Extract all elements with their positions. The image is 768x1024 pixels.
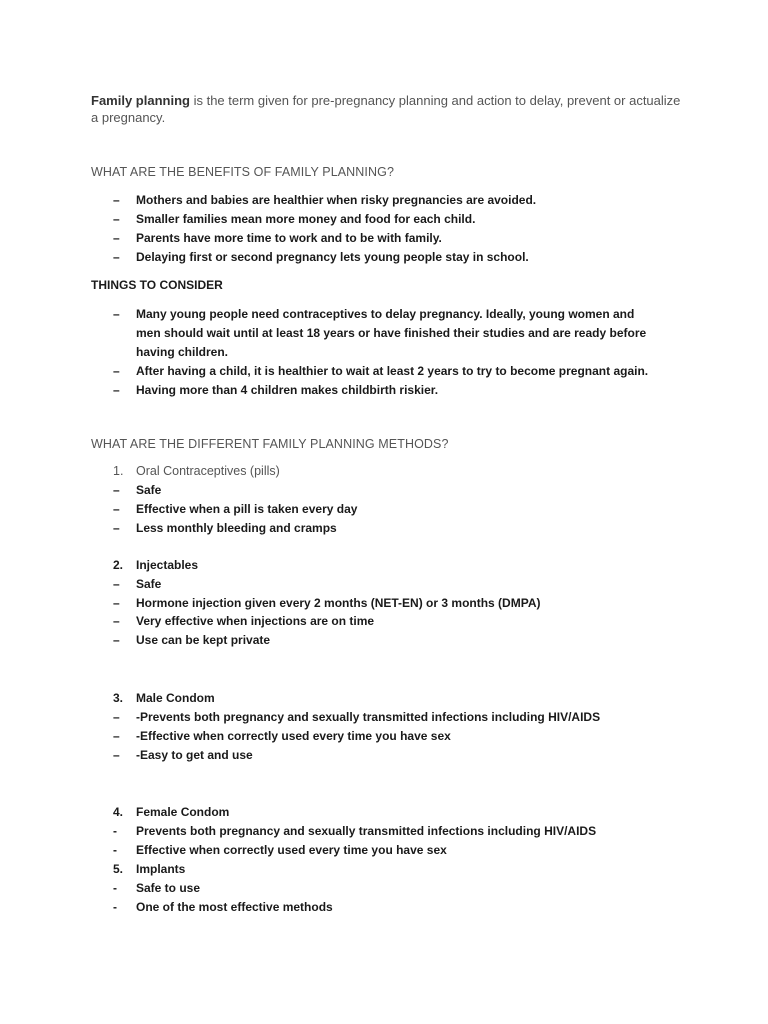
methods-heading: WHAT ARE THE DIFFERENT FAMILY PLANNING METHODS?: [91, 437, 449, 451]
consider-item: [113, 305, 673, 362]
method-title: [113, 860, 673, 879]
benefit-text: Parents have more time to work and to be with family.: [136, 231, 442, 245]
method-item-text: -Easy to get and use: [136, 748, 253, 762]
bullet-dash: –: [113, 307, 120, 321]
method-title: [113, 462, 673, 481]
method-item: [113, 519, 673, 538]
bullet-hyphen: -: [113, 824, 117, 838]
method-item: [113, 500, 673, 519]
intro-text: is the term given for pre-pregnancy planning and action to delay, prevent or actualize a pregnancy.: [91, 93, 681, 125]
bullet-hyphen: -: [113, 881, 117, 895]
method-item-text: Effective when correctly used every time you have sex: [136, 843, 447, 857]
method-item: [113, 708, 673, 727]
bullet-dash: –: [113, 231, 120, 245]
bullet-dash: –: [113, 596, 120, 610]
method-item-text: Safe to use: [136, 881, 201, 895]
bullet-dash: –: [113, 212, 120, 226]
bullet-dash: –: [113, 633, 120, 647]
method-title: [113, 689, 673, 708]
benefit-item: [113, 248, 673, 267]
method-number: 2.: [113, 558, 124, 572]
consider-text: After having a child, it is healthier to wait at least 2 years to try to become pregnant again.: [136, 364, 649, 378]
method-item-text: Safe: [136, 577, 162, 591]
method-title: [113, 556, 673, 575]
method-item: [113, 594, 673, 613]
intro-term: Family planning: [91, 93, 190, 108]
bullet-dash: –: [113, 729, 120, 743]
bullet-dash: –: [113, 521, 120, 535]
method-item-text: One of the most effective methods: [136, 900, 333, 914]
method-title-text: Oral Contraceptives (pills): [136, 464, 280, 478]
consider-text: Having more than 4 children makes childbirth riskier.: [136, 383, 439, 397]
method-title-text: Female Condom: [136, 805, 230, 819]
method-item: [113, 575, 673, 594]
method-item: [113, 727, 673, 746]
method-title: [113, 803, 673, 822]
consider-heading: THINGS TO CONSIDER: [91, 278, 223, 292]
bullet-dash: –: [113, 483, 120, 497]
method-number: 5.: [113, 862, 124, 876]
method-item: [113, 841, 673, 860]
method-item: [113, 746, 673, 765]
method-item: [113, 612, 673, 631]
consider-text: Many young people need contraceptives to delay pregnancy. Ideally, young women and men should wait until at least 18 years or have finished their studies and are ready before having children.: [136, 307, 647, 359]
benefits-heading: WHAT ARE THE BENEFITS OF FAMILY PLANNING?: [91, 165, 395, 179]
method-number: 4.: [113, 805, 124, 819]
method-number: 1.: [113, 464, 124, 478]
method-item-text: -Prevents both pregnancy and sexually transmitted infections including HIV/AIDS: [136, 710, 601, 724]
method-item: [113, 631, 673, 650]
method-title-text: Implants: [136, 862, 186, 876]
consider-item: [113, 381, 673, 400]
benefit-text: Delaying first or second pregnancy lets young people stay in school.: [136, 250, 529, 264]
bullet-dash: –: [113, 748, 120, 762]
method-item: [113, 898, 673, 917]
method-title-text: Injectables: [136, 558, 199, 572]
bullet-dash: –: [113, 250, 120, 264]
method-item-text: Safe: [136, 483, 162, 497]
bullet-dash: –: [113, 193, 120, 207]
benefit-item: [113, 210, 673, 229]
method-title-text: Male Condom: [136, 691, 215, 705]
benefit-item: [113, 191, 673, 210]
method-item-text: Hormone injection given every 2 months (NET-EN) or 3 months (DMPA): [136, 596, 541, 610]
bullet-dash: –: [113, 364, 120, 378]
bullet-dash: –: [113, 577, 120, 591]
method-number: 3.: [113, 691, 124, 705]
bullet-hyphen: -: [113, 843, 117, 857]
bullet-hyphen: -: [113, 900, 117, 914]
method-item: [113, 481, 673, 500]
method-item: [113, 822, 673, 841]
method-item-text: Use can be kept private: [136, 633, 271, 647]
method-item-text: Effective when a pill is taken every day: [136, 502, 358, 516]
benefit-text: Smaller families mean more money and food for each child.: [136, 212, 476, 226]
method-item-text: -Effective when correctly used every time you have sex: [136, 729, 451, 743]
bullet-dash: –: [113, 710, 120, 724]
benefit-item: [113, 229, 673, 248]
method-item-text: Very effective when injections are on time: [136, 614, 375, 628]
method-item-text: Less monthly bleeding and cramps: [136, 521, 337, 535]
consider-item: [113, 362, 673, 381]
bullet-dash: –: [113, 614, 120, 628]
method-item: [113, 879, 673, 898]
intro-paragraph: [91, 92, 691, 126]
bullet-dash: –: [113, 383, 120, 397]
method-item-text: Prevents both pregnancy and sexually transmitted infections including HIV/AIDS: [136, 824, 597, 838]
benefit-text: Mothers and babies are healthier when risky pregnancies are avoided.: [136, 193, 537, 207]
bullet-dash: –: [113, 502, 120, 516]
